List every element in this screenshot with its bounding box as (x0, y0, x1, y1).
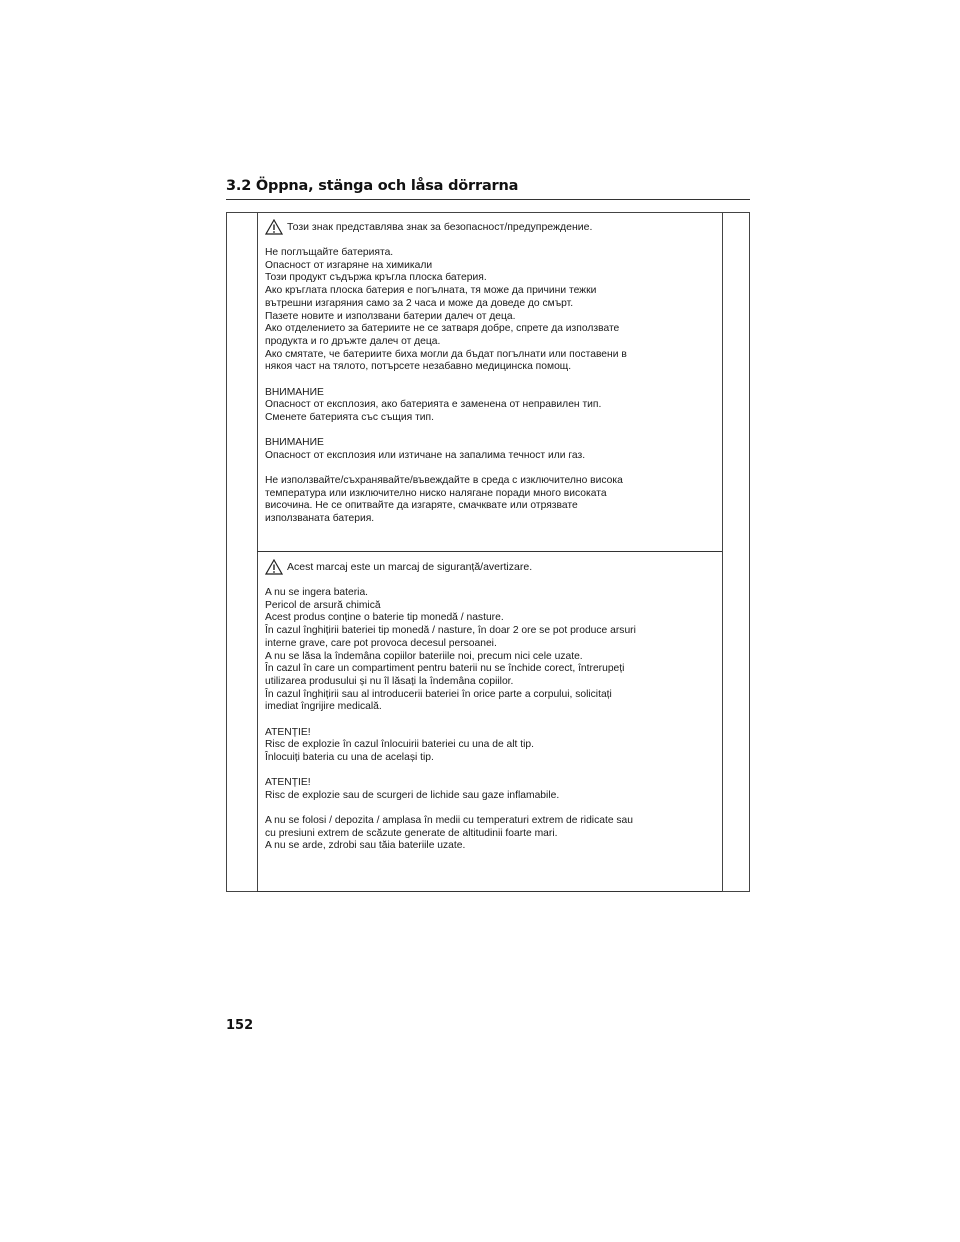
text-line: Ако отделението за батериите не се затваря добре, спрете да използвате (265, 323, 620, 335)
text-line: използваната батерия. (265, 513, 375, 525)
warning-paragraph (265, 727, 718, 765)
text-line: Pericol de arsură chimică (265, 599, 381, 611)
warning-paragraph (265, 247, 718, 374)
warning-heading: Acest marcaj este un marcaj de siguranță/avertizare. (287, 560, 533, 573)
text-line: Опасност от изгаряне на химикали (265, 259, 433, 271)
text-line: A nu se arde, zdrobi sau tăia bateriile uzate. (265, 840, 466, 852)
text-line: ATENȚIE! (265, 777, 311, 789)
text-line: În cazul înghițirii bateriei tip monedă / nasture, în doar 2 ore se pot produce arsuri (265, 625, 636, 637)
warning-header (265, 552, 718, 575)
warning-block-romanian (257, 552, 722, 892)
text-line: Опасност от експлозия, ако батерията е заменена от неправилен тип. (265, 399, 602, 411)
warning-paragraph (265, 387, 718, 425)
text-line: продукта и го дръжте далеч от деца. (265, 335, 441, 347)
text-line: температура или изключително ниско налягане поради много високата (265, 487, 607, 499)
text-line: Не използвайте/съхранявайте/въвеждайте в среда с изключително висока (265, 475, 623, 487)
text-line: вътрешни изгаряния само за 2 часа и може да доведе до смърт. (265, 297, 574, 309)
text-line: În cazul în care un compartiment pentru baterii nu se închide corect, întrerupeți (265, 663, 625, 675)
warning-paragraph (265, 475, 718, 526)
text-line: A nu se folosi / depozita / amplasa în medii cu temperaturi extrem de ridicate sau (265, 815, 634, 827)
text-line: interne grave, care pot provoca decesul persoanei. (265, 637, 497, 649)
text-line: Risc de explozie în cazul înlocuirii bateriei cu una de alt tip. (265, 739, 535, 751)
warning-paragraph (265, 815, 718, 853)
warning-triangle-icon (265, 219, 283, 235)
text-line: някоя част на тялото, потърсете незабавно медицинска помощ. (265, 361, 572, 373)
text-line: Înlocuiți bateria cu una de același tip. (265, 751, 434, 763)
page-number: 152 (226, 1018, 254, 1033)
table-right-column-divider (722, 212, 723, 892)
warning-paragraph (265, 587, 718, 714)
text-line: utilizarea produsului și nu îl lăsați la îndemâna copiilor. (265, 675, 514, 687)
text-line: Не поглъщайте батерията. (265, 247, 394, 258)
text-line: Risc de explozie sau de scurgeri de lichide sau gaze inflamabile. (265, 789, 560, 801)
text-line: ATENȚIE! (265, 726, 311, 738)
text-line: Пазете новите и използвани батерии далеч от деца. (265, 310, 516, 322)
text-line: imediat îngrijire medicală. (265, 701, 382, 713)
text-line: ВНИМАНИЕ (265, 437, 324, 449)
text-line: A nu se ingera bateria. (265, 587, 369, 598)
warning-paragraph (265, 777, 718, 802)
text-line: Ако смятате, че батериите биха могли да бъдат погълнати или поставени в (265, 348, 627, 360)
text-line: cu presiuni extrem de scăzute generate de altitudinii foarte mari. (265, 827, 558, 839)
warning-header (265, 212, 718, 235)
text-line: Сменете батерията със същия тип. (265, 411, 434, 423)
text-line: În cazul înghițirii sau al introducerii bateriei în orice parte a corpului, solicitați (265, 688, 612, 700)
warning-paragraph (265, 437, 718, 462)
text-line: височина. Не се опитвайте да изгаряте, смачквате или отрязвате (265, 500, 578, 512)
text-line: Acest produs conține o baterie tip monedă / nasture. (265, 612, 504, 624)
title-divider (226, 199, 750, 200)
warning-block-bulgarian (257, 212, 722, 552)
text-line: A nu se lăsa la îndemâna copiilor bateriile noi, precum nici cele uzate. (265, 650, 583, 662)
warning-text-body (265, 247, 718, 526)
warning-triangle-icon (265, 559, 283, 575)
text-line: ВНИМАНИЕ (265, 386, 324, 398)
text-line: Опасност от експлозия или изтичане на запалима течност или газ. (265, 449, 586, 461)
text-line: Ако кръглата плоска батерия е погълната, тя може да причини тежки (265, 285, 597, 297)
warning-text-body (265, 587, 718, 853)
text-line: Този продукт съдържа кръгла плоска батерия. (265, 272, 487, 284)
warning-heading: Този знак представлява знак за безопасност/предупреждение. (287, 220, 593, 233)
section-title: 3.2 Öppna, stänga och låsa dörrarna (226, 178, 519, 194)
